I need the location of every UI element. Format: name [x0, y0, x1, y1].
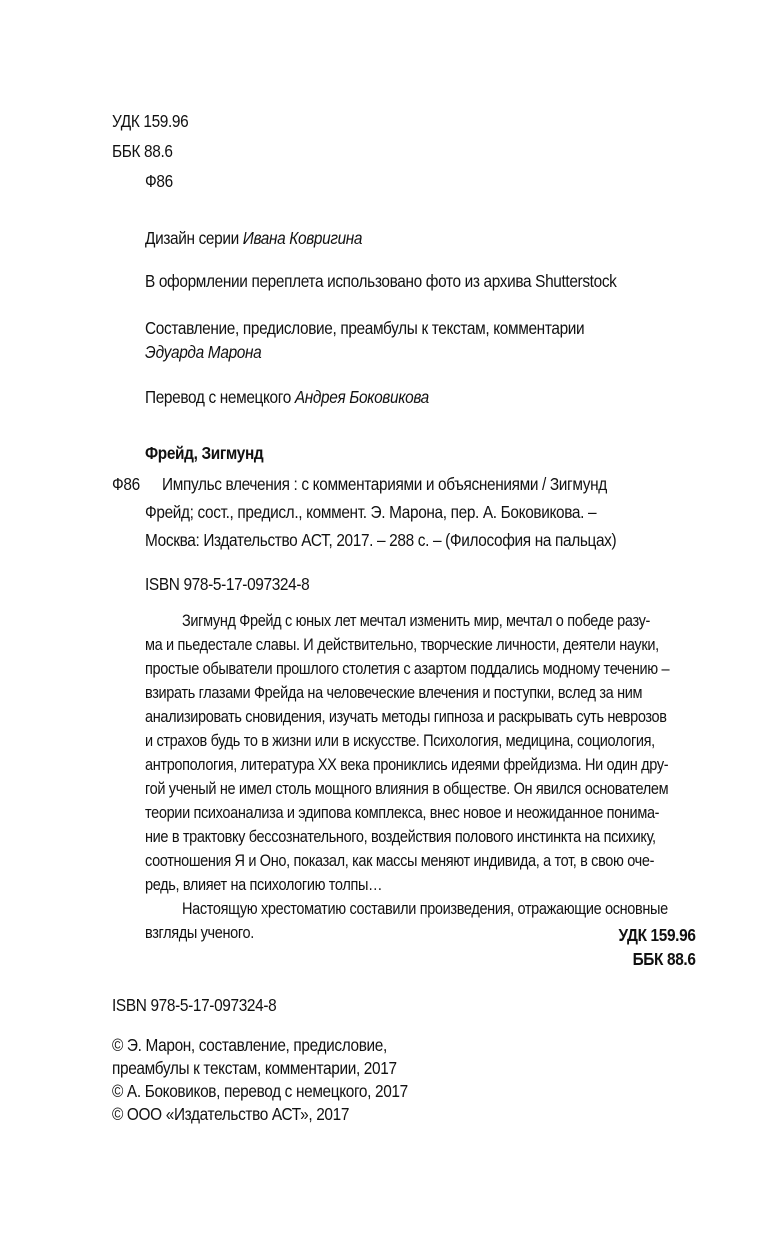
- annotation-line: ние в трактовку бессознательного, воздействия полового инстинкта на психику,: [145, 828, 656, 846]
- annotation-line: Настоящую хрестоматию составили произведения, отражающие основные: [182, 900, 668, 918]
- annotation-line: взгляды ученого.: [145, 924, 254, 942]
- annotation-line: гой ученый не имел столь мощного влияния в обществе. Он явился основателем: [145, 780, 669, 798]
- compiled-by-label: Составление, предисловие, преамбулы к текстам, комментарии: [145, 318, 585, 338]
- biblio-line-3: Москва: Издательство АСТ, 2017. – 288 с. – (Философия на пальцах): [145, 530, 617, 550]
- compiler-name: [145, 341, 261, 363]
- translator-name: Андрея Боковикова: [294, 387, 429, 407]
- copyright-line: © ООО «Издательство АСТ», 2017: [112, 1104, 350, 1124]
- isbn-top: ISBN 978-5-17-097324-8: [145, 574, 310, 594]
- translation-credit: [145, 386, 429, 408]
- copyright-line: © Э. Марон, составление, предисловие,: [112, 1035, 387, 1055]
- bbk-code: ББК 88.6: [112, 141, 173, 161]
- author-heading: Фрейд, Зигмунд: [145, 443, 264, 463]
- cover-photo-credit: В оформлении переплета использовано фото из архива Shutterstock: [145, 271, 617, 291]
- series-designer-name: Ивана Ковригина: [242, 228, 363, 248]
- translation-prefix: Перевод с немецкого: [145, 387, 295, 407]
- annotation-line: Зигмунд Фрейд с юных лет мечтал изменить мир, мечтал о победе разу-: [182, 612, 650, 630]
- annotation-line: теории психоанализа и эдипова комплекса, внес новое и неожиданное понима-: [145, 804, 660, 822]
- compiler-name-text: Эдуарда Марона: [145, 342, 262, 362]
- author-mark: Ф86: [145, 171, 173, 191]
- annotation-line: ма и пьедестале славы. И действительно, творческие личности, деятели науки,: [145, 636, 659, 654]
- annotation-line: редь, влияет на психологию толпы…: [145, 876, 383, 894]
- annotation-line: взирать глазами Фрейда на человеческие влечения и поступки, вслед за ним: [145, 684, 643, 702]
- bbk-code-bottom: ББК 88.6: [633, 949, 696, 969]
- annotation-line: анализировать сновидения, изучать методы гипноза и раскрывать суть неврозов: [145, 708, 667, 726]
- isbn-bottom: ISBN 978-5-17-097324-8: [112, 995, 277, 1015]
- annotation-line: соотношения Я и Оно, показал, как массы меняют индивида, а тот, в свою оче-: [145, 852, 655, 870]
- series-design-prefix: Дизайн серии: [145, 228, 243, 248]
- annotation-line: антропология, литература XX века прониклись идеями фрейдизма. Ни один дру-: [145, 756, 669, 774]
- udk-code-bottom: УДК 159.96: [618, 925, 696, 945]
- series-design: [145, 227, 362, 249]
- copyright-line: © А. Боковиков, перевод с немецкого, 2017: [112, 1081, 408, 1101]
- udk-code: УДК 159.96: [112, 111, 189, 131]
- annotation-line: и страхов будь то в жизни или в искусстве. Психология, медицина, социология,: [145, 732, 655, 750]
- copyright-line: преамбулы к текстам, комментарии, 2017: [112, 1058, 397, 1078]
- biblio-line-2: Фрейд; сост., предисл., коммент. Э. Марона, пер. А. Боковикова. –: [145, 502, 597, 522]
- biblio-mark: Ф86: [112, 474, 140, 494]
- annotation-line: простые обыватели прошлого столетия с азартом поддались модному течению –: [145, 660, 670, 678]
- biblio-line-1: Импульс влечения : с комментариями и объяснениями / Зигмунд: [162, 474, 607, 494]
